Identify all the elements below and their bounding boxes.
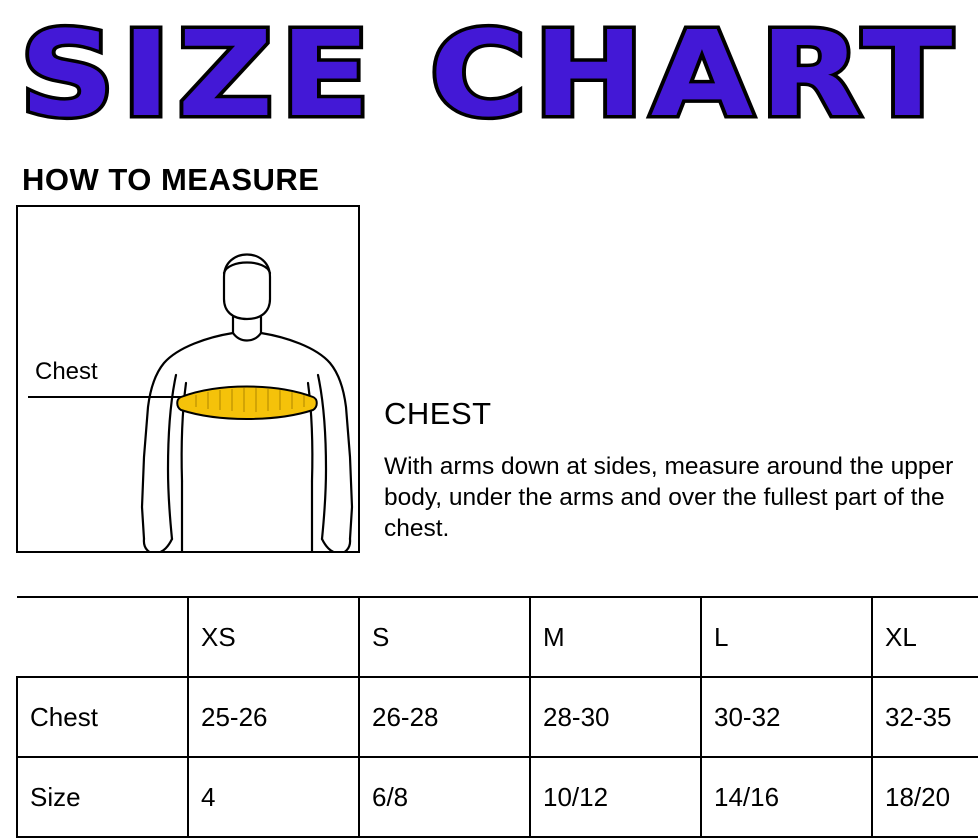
row-label-chest: Chest: [17, 677, 188, 757]
table-header-corner: [17, 597, 188, 677]
table-header-s: S: [359, 597, 530, 677]
table-header-xs: XS: [188, 597, 359, 677]
table-header-row: [17, 597, 978, 677]
table-header-m: M: [530, 597, 701, 677]
tape-measure-icon: [177, 387, 317, 420]
table-row: [17, 757, 978, 837]
row-label-size: Size: [17, 757, 188, 837]
cell-chest-xs: 25-26: [188, 677, 359, 757]
description-body: With arms down at sides, measure around the upper body, under the arms and over the fullest part of the chest.: [384, 453, 954, 542]
cell-chest-m: 28-30: [530, 677, 701, 757]
cell-size-xs: 4: [188, 757, 359, 837]
table-header-xl: XL: [872, 597, 978, 677]
table-header-l: L: [701, 597, 872, 677]
size-table: [16, 596, 978, 838]
cell-size-m: 10/12: [530, 757, 701, 837]
cell-chest-xl: 32-35: [872, 677, 978, 757]
cell-chest-l: 30-32: [701, 677, 872, 757]
table-row: [17, 677, 978, 757]
how-to-measure-heading: HOW TO MEASURE: [22, 162, 320, 197]
cell-chest-s: 26-28: [359, 677, 530, 757]
page-title-text: SIZE CHART: [19, 5, 959, 143]
description-title: CHEST: [384, 396, 492, 431]
cell-size-l: 14/16: [701, 757, 872, 837]
page-title: [0, 0, 978, 148]
cell-size-s: 6/8: [359, 757, 530, 837]
chest-figure-label: Chest: [35, 358, 98, 385]
cell-size-xl: 18/20: [872, 757, 978, 837]
